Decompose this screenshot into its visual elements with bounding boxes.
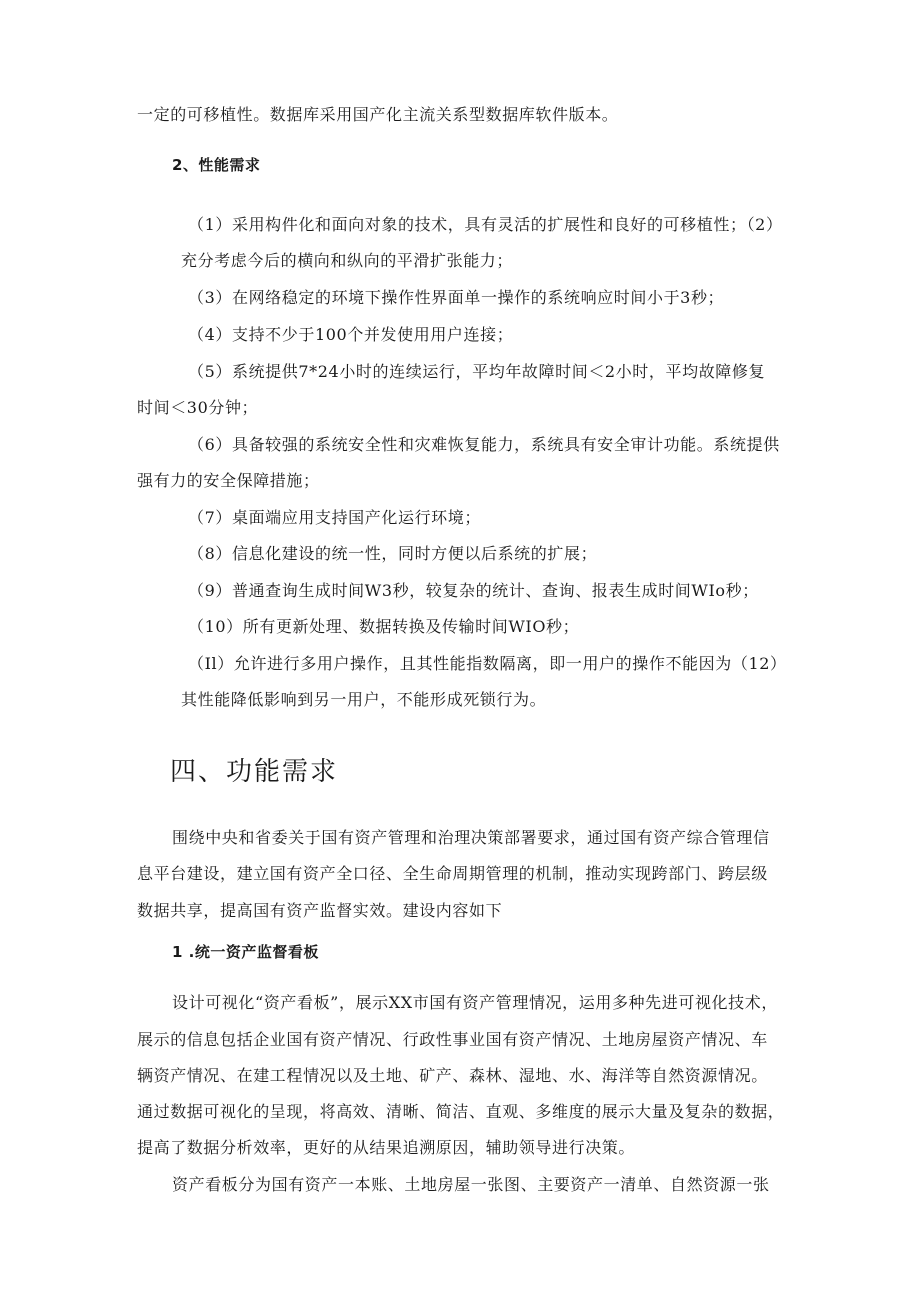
performance-line: （1）采用构件化和面向对象的技术，具有灵活的扩展性和良好的可移植性；（2） [188,215,783,234]
performance-line: 强有力的安全保障措施； [137,471,320,490]
performance-line: 时间＜30分钟； [137,398,259,417]
intro-line: 一定的可移植性。数据库采用国产化主流关系型数据库软件版本。 [137,105,619,124]
functional-intro-line: 围绕中央和省委关于国有资产管理和治理决策部署要求，通过国有资产综合管理信 [172,828,770,847]
performance-line: （5）系统提供7*24小时的连续运行，平均年故障时间＜2小时，平均故障修复 [188,362,766,381]
asset-board-line: 提高了数据分析效率，更好的从结果追溯原因，辅助领导进行决策。 [137,1138,636,1157]
performance-line: （Il）允许进行多用户操作，且其性能指数隔离，即一用户的操作不能因为（12） [188,654,787,673]
asset-board-line: 辆资产情况、在建工程情况以及土地、矿产、森林、湿地、水、海洋等自然资源情况。 [137,1066,768,1085]
section-title-functional: 四、功能需求 [170,757,339,787]
asset-board-line: 资产看板分为国有资产一本账、土地房屋一张图、主要资产一清单、自然资源一张 [172,1175,770,1194]
functional-intro-line: 息平台建设，建立国有资产全口径、全生命周期管理的机制，推动实现跨部门、跨层级 [137,864,768,883]
performance-heading: 2、性能需求 [172,156,261,174]
asset-board-line: 展示的信息包括企业国有资产情况、行政性事业国有资产情况、土地房屋资产情况、车 [137,1030,768,1049]
performance-line: （9）普通查询生成时间W3秒，较复杂的统计、查询、报表生成时间WIo秒； [188,581,759,600]
performance-line: 其性能降低影响到另一用户，不能形成死锁行为。 [181,690,547,709]
performance-line: （10）所有更新处理、数据转换及传输时间WIO秒； [188,617,580,636]
performance-line: 充分考虑今后的横向和纵向的平滑扩张能力； [181,251,514,270]
performance-line: （3）在网络稳定的环境下操作性界面单一操作的系统响应时间小于3秒； [188,288,725,307]
functional-intro-line: 数据共享，提高国有资产监督实效。建设内容如下 [137,901,503,920]
performance-line: （4）支持不少于100个并发使用用户连接； [188,325,514,344]
performance-line: （6）具备较强的系统安全性和灾难恢复能力，系统具有安全审计功能。系统提供 [188,435,780,454]
asset-board-line: 通过数据可视化的呈现，将高效、清晰、简洁、直观、多维度的展示大量及复杂的数据， [137,1102,785,1121]
asset-board-line: 设计可视化“资产看板”，展示XX市国有资产管理情况，运用多种先进可视化技术， [172,993,778,1012]
performance-line: （8）信息化建设的统一性，同时方便以后系统的扩展； [188,544,598,563]
subheading-asset-board: 1 .统一资产监督看板 [172,943,319,961]
performance-line: （7）桌面端应用支持国产化运行环境； [188,508,481,527]
